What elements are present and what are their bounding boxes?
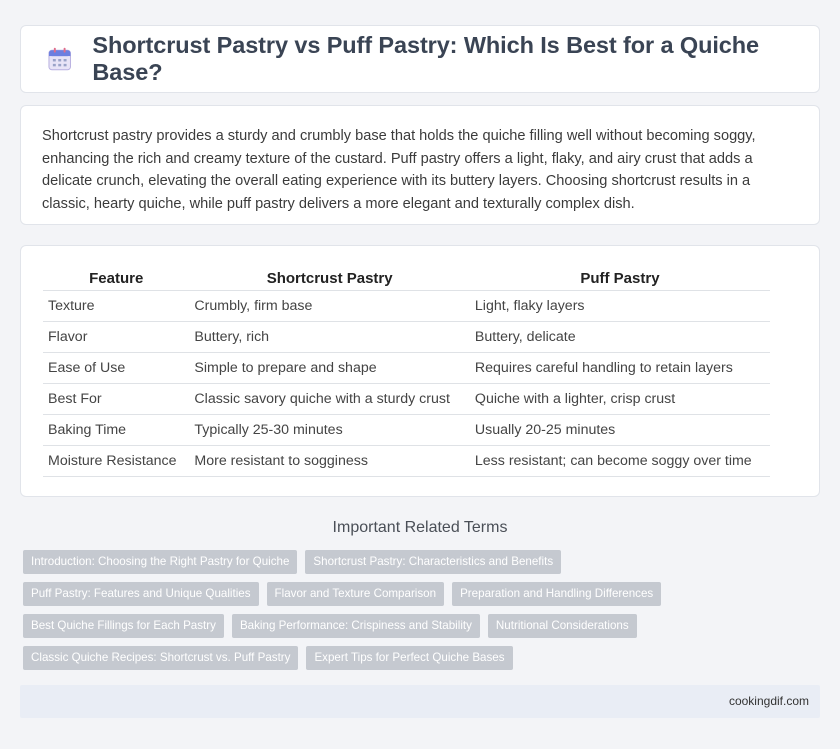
table-cell: Requires careful handling to retain layers bbox=[470, 352, 770, 383]
table-cell: Baking Time bbox=[43, 414, 189, 445]
table-cell: Classic savory quiche with a sturdy crust bbox=[189, 383, 469, 414]
table-cell: Less resistant; can become soggy over time bbox=[470, 445, 770, 476]
related-term-tag[interactable]: Shortcrust Pastry: Characteristics and Benefits bbox=[305, 550, 561, 574]
related-term-tag[interactable]: Expert Tips for Perfect Quiche Bases bbox=[306, 646, 512, 670]
table-cell: Moisture Resistance bbox=[43, 445, 189, 476]
table-row bbox=[43, 445, 770, 476]
related-term-tag[interactable]: Baking Performance: Crispiness and Stability bbox=[232, 614, 480, 638]
table-cell: Crumbly, firm base bbox=[189, 290, 469, 321]
footer-site-link[interactable]: cookingdif.com bbox=[728, 694, 809, 708]
calendar-icon bbox=[47, 46, 72, 72]
table-header-shortcrust: Shortcrust Pastry bbox=[189, 266, 469, 290]
table-row bbox=[43, 414, 770, 445]
intro-section bbox=[20, 105, 820, 225]
table-cell: Ease of Use bbox=[43, 352, 189, 383]
table-row bbox=[43, 383, 770, 414]
table-header-feature: Feature bbox=[43, 266, 189, 290]
table-cell: Light, flaky layers bbox=[470, 290, 770, 321]
tag-row bbox=[23, 582, 823, 606]
page-title: Shortcrust Pastry vs Puff Pastry: Which Is Best for a Quiche Base? bbox=[92, 32, 759, 85]
table-header-puff: Puff Pastry bbox=[470, 266, 770, 290]
intro-text: Shortcrust pastry provides a sturdy and crumbly base that holds the quiche filling well without becoming soggy, enhancing the rich and creamy texture of the custard. Puff pastry offers a light, flaky, and airy crust that adds a delicate crunch, elevating the overall eating experience with its buttery layers. Choosing shortcrust results in a classic, hearty quiche, while puff pastry delivers a more elegant and texturally complex dish. bbox=[42, 128, 756, 212]
related-term-tag[interactable]: Nutritional Considerations bbox=[488, 614, 637, 638]
table-cell: Simple to prepare and shape bbox=[189, 352, 469, 383]
table-header-row bbox=[43, 266, 770, 290]
table-cell: Flavor bbox=[43, 321, 189, 352]
related-terms-tags bbox=[23, 550, 823, 678]
related-term-tag[interactable]: Introduction: Choosing the Right Pastry for Quiche bbox=[23, 550, 297, 574]
table-row bbox=[43, 321, 770, 352]
page-footer bbox=[20, 685, 820, 718]
related-term-tag[interactable]: Preparation and Handling Differences bbox=[452, 582, 661, 606]
page-header bbox=[20, 25, 820, 93]
tag-row bbox=[23, 646, 823, 670]
comparison-table-card bbox=[20, 245, 820, 497]
tag-row bbox=[23, 614, 823, 638]
table-cell: Texture bbox=[43, 290, 189, 321]
table-cell: Buttery, delicate bbox=[470, 321, 770, 352]
table-cell: Best For bbox=[43, 383, 189, 414]
related-term-tag[interactable]: Classic Quiche Recipes: Shortcrust vs. Puff Pastry bbox=[23, 646, 298, 670]
table-row bbox=[43, 290, 770, 321]
related-term-tag[interactable]: Puff Pastry: Features and Unique Qualities bbox=[23, 582, 259, 606]
comparison-table bbox=[43, 266, 770, 477]
table-cell: Typically 25-30 minutes bbox=[189, 414, 469, 445]
related-terms-title: Important Related Terms bbox=[332, 519, 508, 536]
table-cell: Usually 20-25 minutes bbox=[470, 414, 770, 445]
table-cell: Quiche with a lighter, crisp crust bbox=[470, 383, 770, 414]
table-row bbox=[43, 352, 770, 383]
related-term-tag[interactable]: Flavor and Texture Comparison bbox=[267, 582, 445, 606]
table-cell: Buttery, rich bbox=[189, 321, 469, 352]
tag-row bbox=[23, 550, 823, 574]
related-term-tag[interactable]: Best Quiche Fillings for Each Pastry bbox=[23, 614, 224, 638]
table-cell: More resistant to sogginess bbox=[189, 445, 469, 476]
